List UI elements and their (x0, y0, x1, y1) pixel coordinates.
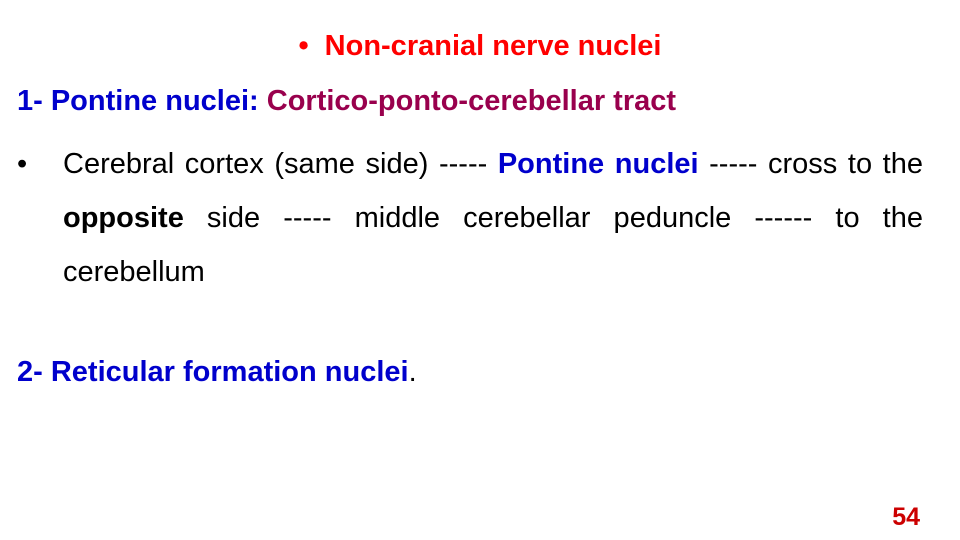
pathway-seg-5: side ----- middle cerebellar peduncle ------ to the cerebellum (63, 202, 923, 288)
pathway-pontine-nuclei: Pontine nuclei (497, 148, 699, 180)
item-2-period: . (408, 356, 417, 388)
heading-bullet: • (298, 30, 309, 62)
pathway-seg-3: ----- cross to the (698, 148, 923, 180)
pathway-text (63, 137, 923, 299)
item-1-title: Cortico-ponto-cerebellar tract (266, 85, 677, 117)
item-2-text: 2- Reticular formation nuclei (17, 356, 409, 388)
pathway-bullet (17, 137, 923, 299)
pathway-bullet-dot: • (17, 148, 28, 180)
heading-text: Non-cranial nerve nuclei (324, 30, 662, 62)
pathway-opposite: opposite (63, 202, 184, 234)
item-1-number: 1- Pontine nuclei: (17, 85, 267, 117)
page-number: 54 (892, 503, 920, 531)
pathway-seg-1: Cerebral cortex (same side) ----- (63, 148, 498, 180)
slide-heading (0, 28, 960, 64)
item-2-heading (17, 354, 417, 390)
item-1-heading (17, 83, 676, 119)
